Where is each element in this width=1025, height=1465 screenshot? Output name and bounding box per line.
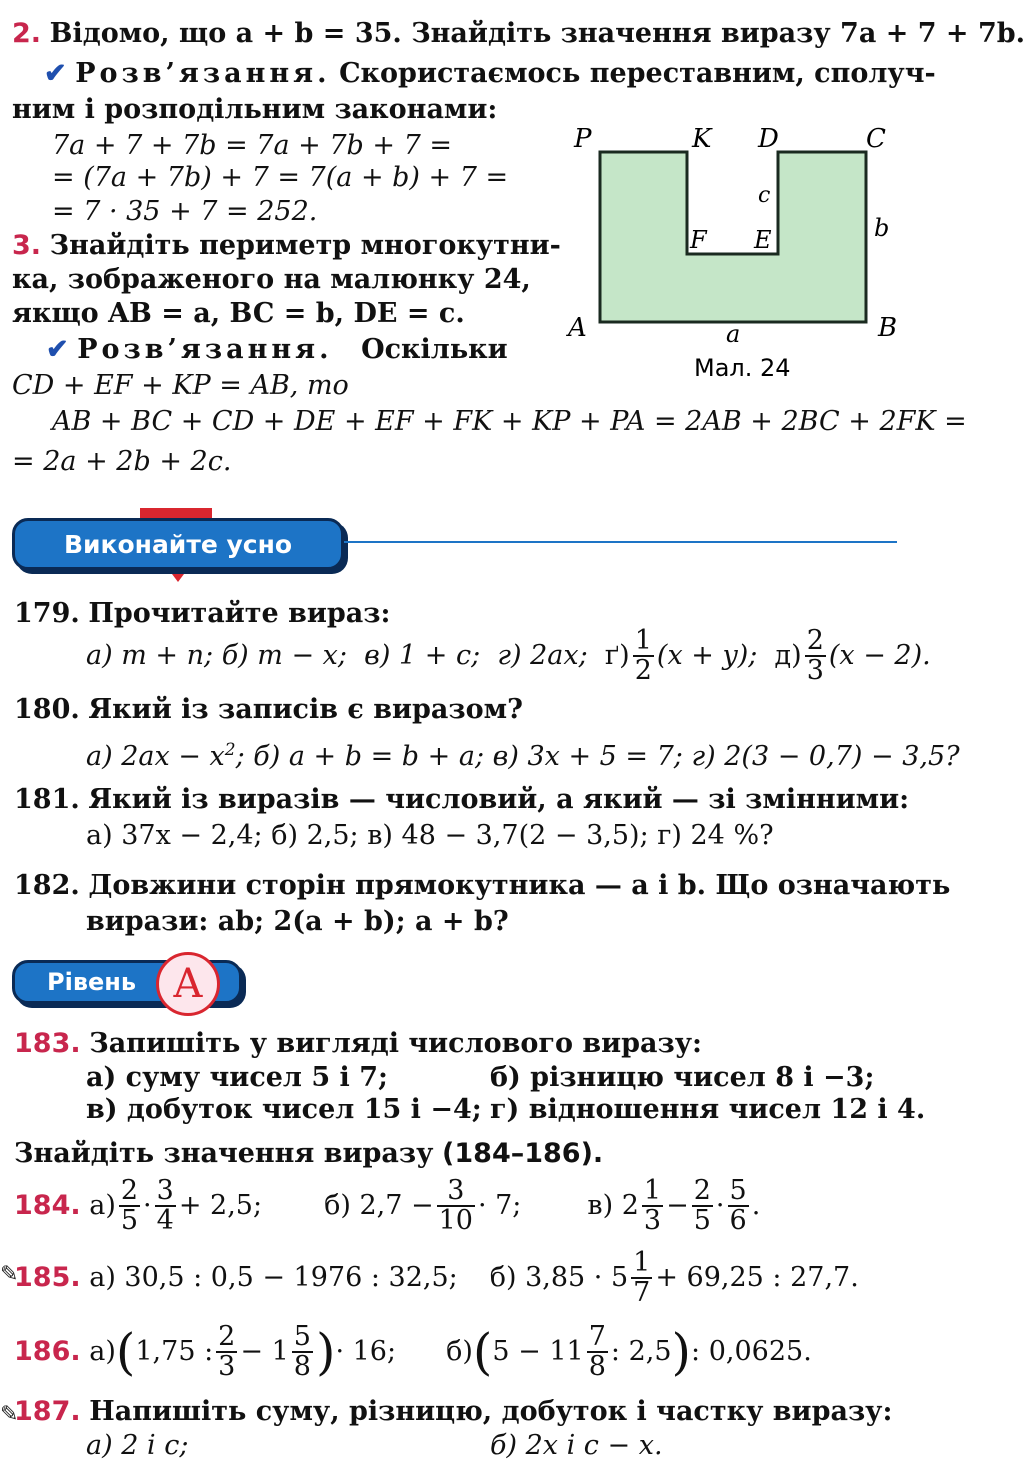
- checkmark-icon: ✔: [46, 334, 69, 365]
- exercise-183-item-a: а) суму чисел 5 і 7;: [86, 1062, 388, 1093]
- exercise-number: 186.: [14, 1336, 81, 1367]
- problem-number: 2.: [12, 18, 42, 49]
- fraction: 1 2: [634, 625, 652, 686]
- fraction: 7 8: [588, 1321, 606, 1382]
- exercise-183-item-v: в) добуток чисел 15 і −4;: [86, 1094, 482, 1125]
- problem-text: Відомо, що a + b = 35. Знайдіть значення виразу 7a + 7 + 7b.: [49, 18, 1025, 49]
- fraction: 2 3: [806, 625, 824, 686]
- fraction: 1 3: [643, 1175, 662, 1236]
- exercise-182: 182. Довжини сторін прямокутника — a і b. Що означають: [14, 870, 951, 901]
- exercise-number: 185.: [14, 1262, 81, 1293]
- banner-oral-exercises: Виконайте усно: [12, 518, 344, 570]
- exercise-number: 187.: [14, 1396, 81, 1427]
- vertex-label-k: K: [692, 124, 712, 154]
- figure-24-polygon: [560, 112, 910, 392]
- vertex-label-e: E: [754, 226, 772, 254]
- vertex-label-p: P: [574, 124, 592, 154]
- exercise-180: 180. Який із записів є виразом?: [14, 694, 523, 725]
- exercise-180-items: а) $2ax - x^2$; б) a + b = b + a; в) 3x + 5 = 7; г) 2(3 − 0,7) − 3,5?: [86, 740, 960, 772]
- equation-line-1: 7a + 7 + 7b = 7a + 7b + 7 =: [52, 130, 452, 161]
- exercise-183-item-b: б) різницю чисел 8 і −3;: [490, 1062, 875, 1093]
- exercise-187-item-b: б) 2x і c − x.: [490, 1430, 663, 1461]
- figure-caption: Мал. 24: [694, 354, 791, 382]
- banner-divider-line: [344, 541, 897, 543]
- problem-3-solution-line: ✔ Розв’язання. Оскільки: [46, 334, 508, 365]
- exercise-179-items: а) m + n; б) m − x; в) 1 + c; г) 2ax; ґ) 1 2 (x + y); д) 2 3 (x − 2).: [86, 625, 931, 686]
- exercise-181: 181. Який із виразів — числовий, а який — зі змінними:: [14, 784, 910, 815]
- pencil-mark-icon: ✎: [0, 1402, 19, 1427]
- problem-3-line-5: CD + EF + KP = AB, то: [12, 370, 349, 401]
- exercise-185: 185. а) 30,5 : 0,5 − 1976 : 32,5; б) 3,85 · 5 1 7 + 69,25 : 27,7.: [14, 1247, 859, 1308]
- exercise-186: 186. а) ( 1,75 : 2 3 − 1 5 8 ) · 16; б) ( 5 − 11 7 8 : 2,5 ) : 0,0625.: [14, 1321, 812, 1382]
- problem-2-statement: [12, 18, 1025, 50]
- solution-word: Розв’язання.: [75, 58, 331, 89]
- fraction: 2 5: [120, 1175, 139, 1236]
- vertex-label-f: F: [690, 226, 707, 254]
- fraction: 5 6: [729, 1175, 747, 1236]
- level-badge: A: [156, 952, 220, 1016]
- level-word: Рівень: [47, 968, 137, 996]
- exercise-184: 184. а) 2 5 · 3 4 + 2,5; б) 2,7 − $\frac{3}{10}$ · 7; в) 2 1 3 − $\frac{2}{5}$ · 5 6 .: [14, 1175, 761, 1236]
- vertex-label-d: D: [758, 124, 779, 154]
- problem-3-line-2: ка, зображеного на малюнку 24,: [12, 264, 531, 295]
- vertex-label-a: A: [568, 313, 587, 343]
- exercise-number: 182.: [14, 870, 80, 901]
- exercise-number: 184.: [14, 1190, 81, 1221]
- side-label-b: b: [874, 214, 890, 242]
- problem-number: 3.: [12, 230, 42, 261]
- problem-3-line-3: якщо AB = a, BC = b, DE = c.: [12, 298, 465, 329]
- exercise-183-item-g: г) відношення чисел 12 і 4.: [490, 1094, 926, 1125]
- fraction: 5 8: [293, 1321, 311, 1382]
- perimeter-result: = 2a + 2b + 2c.: [12, 446, 232, 477]
- exercise-182-line-2: вирази: ab; 2(a + b); a + b?: [86, 906, 509, 937]
- problem-3-line-1: 3. Знайдіть периметр многокутни-: [12, 230, 561, 261]
- exercise-181-items: а) 37x − 2,4; б) 2,5; в) 48 − 3,7(2 − 3,5); г) 24 %?: [86, 820, 774, 851]
- fraction: 2 3: [218, 1321, 236, 1382]
- vertex-label-b: B: [878, 313, 898, 343]
- equation-line-2: = (7a + 7b) + 7 = 7(a + b) + 7 =: [52, 162, 509, 193]
- exercises-intro: Знайдіть значення виразу (184–186).: [14, 1138, 604, 1169]
- equation-line-3: = 7 · 35 + 7 = 252.: [52, 196, 318, 227]
- solution-word: Розв’язання.: [77, 334, 333, 365]
- exercise-183: 183. Запишіть у вигляді числового виразу:: [14, 1028, 702, 1059]
- perimeter-equation: AB + BC + CD + DE + EF + FK + KP + PA = 2AB + 2BC + 2FK =: [52, 406, 967, 437]
- side-label-a: a: [726, 320, 741, 348]
- exercise-187: 187. Напишіть суму, різницю, добуток і частку виразу:: [14, 1396, 893, 1427]
- vertex-label-c: C: [866, 124, 886, 154]
- checkmark-icon: ✔: [44, 58, 67, 89]
- exercise-number: 181.: [14, 784, 80, 815]
- pencil-mark-icon: ✎: [0, 1262, 19, 1287]
- side-label-c: c: [758, 183, 771, 208]
- fraction: 3 4: [156, 1175, 174, 1236]
- problem-2-solution-line-1: ✔ Розв’язання. Скористаємось переставним, сполуч-: [44, 58, 936, 89]
- fraction: $\frac{2}{5}$: [693, 1175, 711, 1236]
- polygon-shape: [600, 152, 866, 322]
- fraction: $\frac{3}{10}$: [438, 1175, 473, 1236]
- exercise-number: 179.: [14, 598, 80, 629]
- exercise-number: 180.: [14, 694, 80, 725]
- fraction: 1 7: [633, 1247, 651, 1308]
- exercise-187-item-a: а) 2 і c;: [86, 1430, 189, 1461]
- problem-2-solution-line-2: ним і розподільним законами:: [12, 94, 498, 125]
- exercise-179: 179. Прочитайте вираз:: [14, 598, 391, 629]
- exercise-number: 183.: [14, 1028, 81, 1059]
